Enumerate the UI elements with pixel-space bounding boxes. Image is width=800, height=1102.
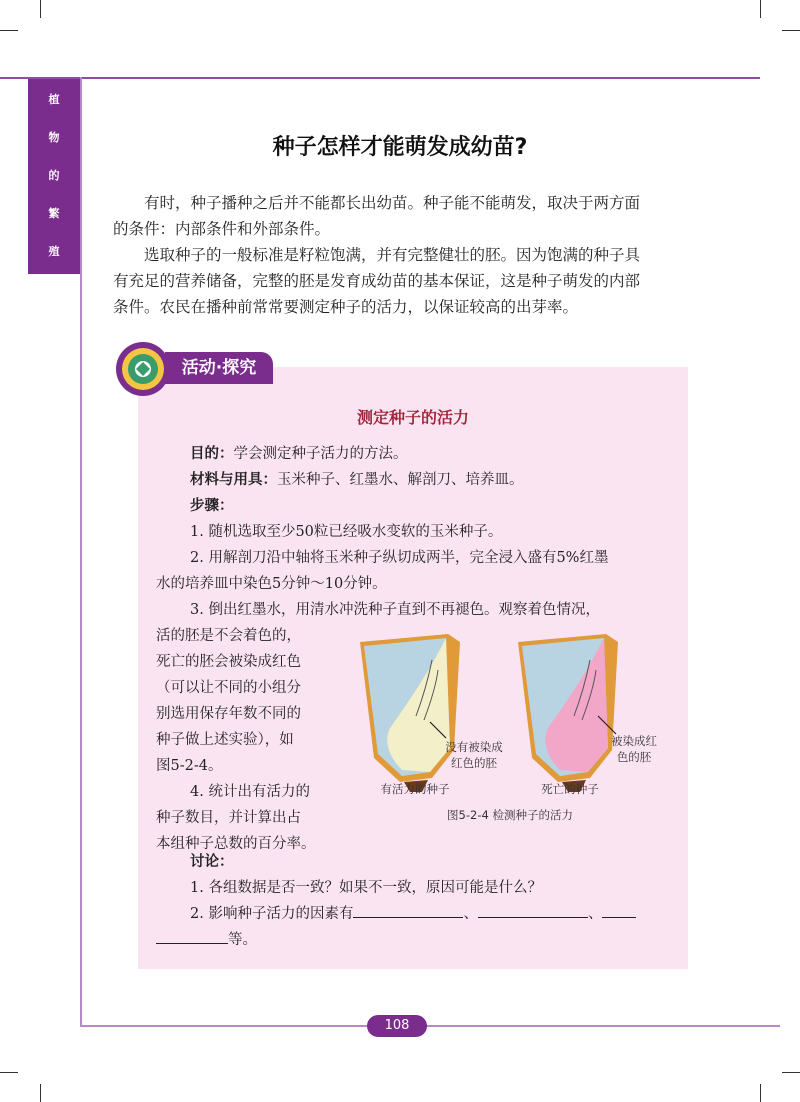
separator: 、 [587, 906, 603, 922]
purpose-line [190, 441, 408, 467]
text-line: 4. 统计出有活力的 [190, 784, 310, 800]
caption-live-seed: 有活力的种子 [380, 782, 450, 796]
footer-rule [80, 1025, 780, 1027]
label-unstained [434, 739, 514, 771]
text-line: 种子数目，并计算出占 [156, 810, 301, 826]
text-line: 有充足的营养储备，完整的胚是发育成幼苗的基本保证，这是种子萌发的内部 [113, 272, 641, 290]
discussion-label: 讨论： [190, 854, 234, 870]
answer-blank[interactable] [478, 903, 588, 918]
text-line: 被染成红 [611, 734, 657, 748]
text-line: 没有被染成 [445, 740, 503, 754]
question-1: 1. 各组数据是否一致？如果不一致，原因可能是什么？ [190, 880, 542, 896]
step-1: 1. 随机选取至少50粒已经吸水变软的玉米种子。 [190, 524, 503, 540]
materials-line [190, 467, 524, 493]
text-line: 有时，种子播种之后并不能都长出幼苗。种子能不能萌发，取决于两方面 [144, 194, 641, 212]
text-line: 死亡的胚会被染成红色 [156, 654, 301, 670]
text-line: （可以让不同的小组分 [156, 680, 301, 696]
text-line: 活的胚是不会着色的， [156, 628, 301, 644]
sidebar-char: 繁 [48, 207, 60, 220]
section-title: 种子怎样才能萌发成幼苗? [272, 135, 528, 160]
text-line: 别选用保存年数不同的 [156, 706, 301, 722]
text-line: 红色的胚 [451, 756, 497, 770]
purpose-text: 学会测定种子活力的方法。 [233, 446, 408, 462]
caption-dead-seed: 死亡的种子 [541, 782, 599, 796]
materials-label: 材料与用具： [190, 472, 277, 488]
text-line: 色的胚 [616, 750, 652, 764]
step-3-wrap [156, 623, 348, 779]
label-stained [598, 733, 670, 765]
materials-text: 玉米种子、红墨水、解剖刀、培养皿。 [277, 472, 524, 488]
answer-blank[interactable] [353, 903, 463, 918]
steps-label: 步骤： [190, 498, 234, 514]
activity-title: 测定种子的活力 [356, 408, 469, 427]
step-2-line-2: 水的培养皿中染色5分钟～10分钟。 [156, 576, 387, 592]
purpose-label: 目的： [190, 446, 234, 462]
sidebar-char: 的 [48, 169, 60, 182]
step-2-line-1: 2. 用解剖刀沿中轴将玉米种子纵切成两半，完全浸入盛有5%红墨 [190, 550, 609, 566]
sidebar-char: 殖 [48, 245, 60, 258]
answer-blank[interactable] [156, 929, 228, 944]
dead-seed-illustration [518, 634, 618, 792]
answer-blank[interactable] [602, 903, 636, 918]
page-number: 108 [367, 1015, 427, 1037]
text-line: 条件。农民在播种前常常要测定种子的活力，以保证较高的出芽率。 [113, 298, 579, 316]
text-line: 图5-2-4。 [156, 758, 223, 774]
question-2-suffix: 等。 [228, 932, 257, 948]
question-2-text: 2. 影响种子活力的因素有 [190, 906, 354, 922]
step-4 [156, 779, 356, 857]
intro-paragraph-1 [113, 190, 693, 242]
figure-caption: 图5-2-4 检测种子的活力 [447, 808, 573, 822]
sidebar-char: 植 [48, 93, 60, 106]
header-rule [0, 77, 760, 79]
question-2 [190, 901, 680, 927]
left-rule [80, 77, 82, 1027]
separator: 、 [463, 906, 478, 922]
seed-figure [350, 630, 670, 800]
step-3-line-1: 3. 倒出红墨水，用清水冲洗种子直到不再褪色。观察着色情况， [190, 602, 600, 618]
text-line: 的条件：内部条件和外部条件。 [113, 220, 331, 238]
question-2-continued [156, 927, 257, 953]
text-line: 选取种子的一般标准是籽粒饱满，并有完整健壮的胚。因为饱满的种子具 [144, 246, 641, 264]
sidebar-char: 物 [48, 131, 60, 144]
activity-label: 活动·探究 [165, 352, 273, 384]
intro-paragraph-2 [113, 242, 693, 320]
chapter-sidebar [28, 79, 80, 274]
text-line: 种子做上述实验），如 [156, 732, 294, 748]
text-line: 本组种子总数的百分率。 [156, 836, 316, 852]
